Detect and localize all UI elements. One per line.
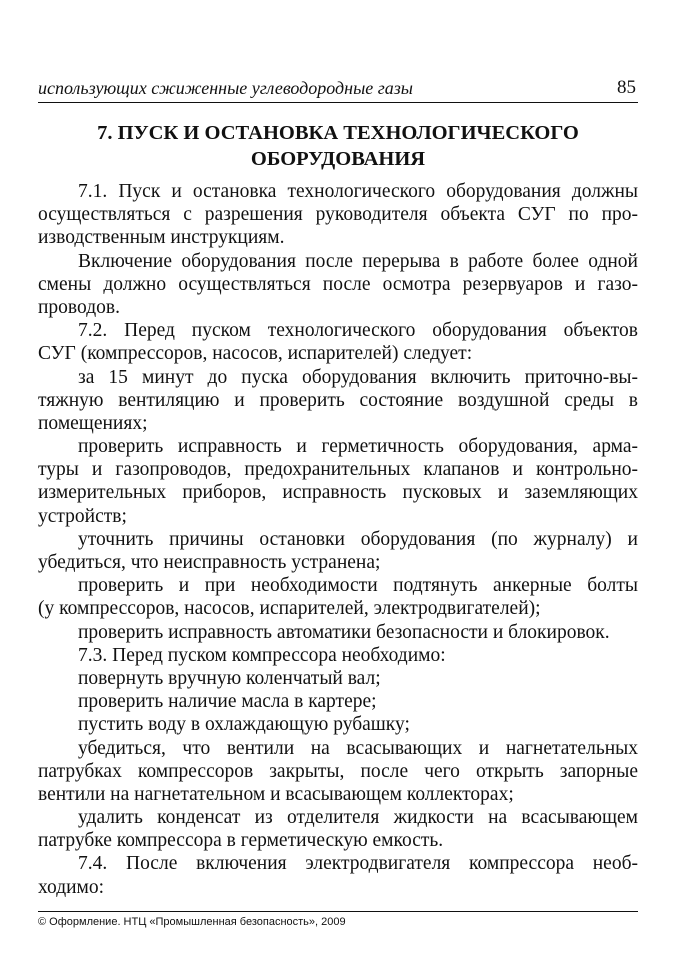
text-line: измерительных приборов, исправность пусковых и заземляющих xyxy=(38,482,638,504)
text-line: проверить и при необходимости подтянуть анкерные болты xyxy=(78,575,638,597)
footer-divider xyxy=(38,911,638,912)
page-number: 85 xyxy=(617,77,636,98)
footer-copyright: © Оформление. НТЦ «Промышленная безопасность», 2009 xyxy=(38,916,346,928)
text-line: пустить воду в охлаждающую рубашку; xyxy=(78,714,410,736)
running-head-text: использующих сжиженные углеводородные газы xyxy=(38,78,413,98)
text-line: 7.1. Пуск и остановка технологического оборудования должны xyxy=(78,181,638,202)
text-line: проводов. xyxy=(38,296,120,318)
text-line: ходимо: xyxy=(38,876,105,898)
text-line: изводственным инструкциям. xyxy=(38,227,285,249)
text-line: 7.2. Перед пуском технологического оборудования объектов xyxy=(78,320,638,342)
chapter-title xyxy=(38,120,638,172)
text-line: убедиться, что вентили на всасывающих и нагнетательных xyxy=(78,737,638,759)
text-line: 7.4. После включения электродвигателя компрессора необ- xyxy=(78,853,638,875)
running-head xyxy=(38,76,638,103)
text-line: Включение оборудования после перерыва в работе более одной xyxy=(78,250,638,272)
text-line: помещениях; xyxy=(38,412,148,434)
text-line: уточнить причины остановки оборудования (по журналу) и xyxy=(78,528,638,550)
text-line: тяжную вентиляцию и проверить состояние воздушной среды в xyxy=(38,389,638,411)
text-line: патрубках компрессоров закрыты, после чего открыть запорные xyxy=(38,760,638,782)
text-line: патрубке компрессора в герметическую емкость. xyxy=(38,830,444,852)
chapter-title-line-1: 7. ПУСК И ОСТАНОВКА ТЕХНОЛОГИЧЕСКОГО xyxy=(97,122,579,144)
text-line: убедиться, что неисправность устранена; xyxy=(38,552,381,573)
text-line: проверить исправность автоматики безопасности и блокировок. xyxy=(78,621,610,643)
text-line: удалить конденсат из отделителя жидкости на всасывающем xyxy=(78,807,638,829)
text-line: за 15 минут до пуска оборудования включить приточно-вы- xyxy=(78,366,638,388)
body-text xyxy=(38,180,638,899)
text-line: смены должно осуществляться после осмотра резервуаров и газо- xyxy=(38,273,638,295)
text-line: устройств; xyxy=(38,505,127,527)
text-line: туры и газопроводов, предохранительных клапанов и контрольно- xyxy=(38,459,638,481)
chapter-title-line-2: ОБОРУДОВАНИЯ xyxy=(250,148,426,170)
text-line: (у компрессоров, насосов, испарителей, электродвигателей); xyxy=(38,598,541,620)
text-line: вентили на нагнетательном и всасывающем коллекторах; xyxy=(38,783,514,805)
text-line: 7.3. Перед пуском компрессора необходимо: xyxy=(78,644,446,666)
text-line: СУГ (компрессоров, насосов, испарителей) следует: xyxy=(38,343,473,365)
text-line: повернуть вручную коленчатый вал; xyxy=(78,667,381,689)
text-line: осуществляться с разрешения руководителя объекта СУГ по про- xyxy=(38,204,638,226)
text-line: проверить исправность и герметичность оборудования, арма- xyxy=(78,436,638,458)
text-line: проверить наличие масла в картере; xyxy=(78,691,377,713)
